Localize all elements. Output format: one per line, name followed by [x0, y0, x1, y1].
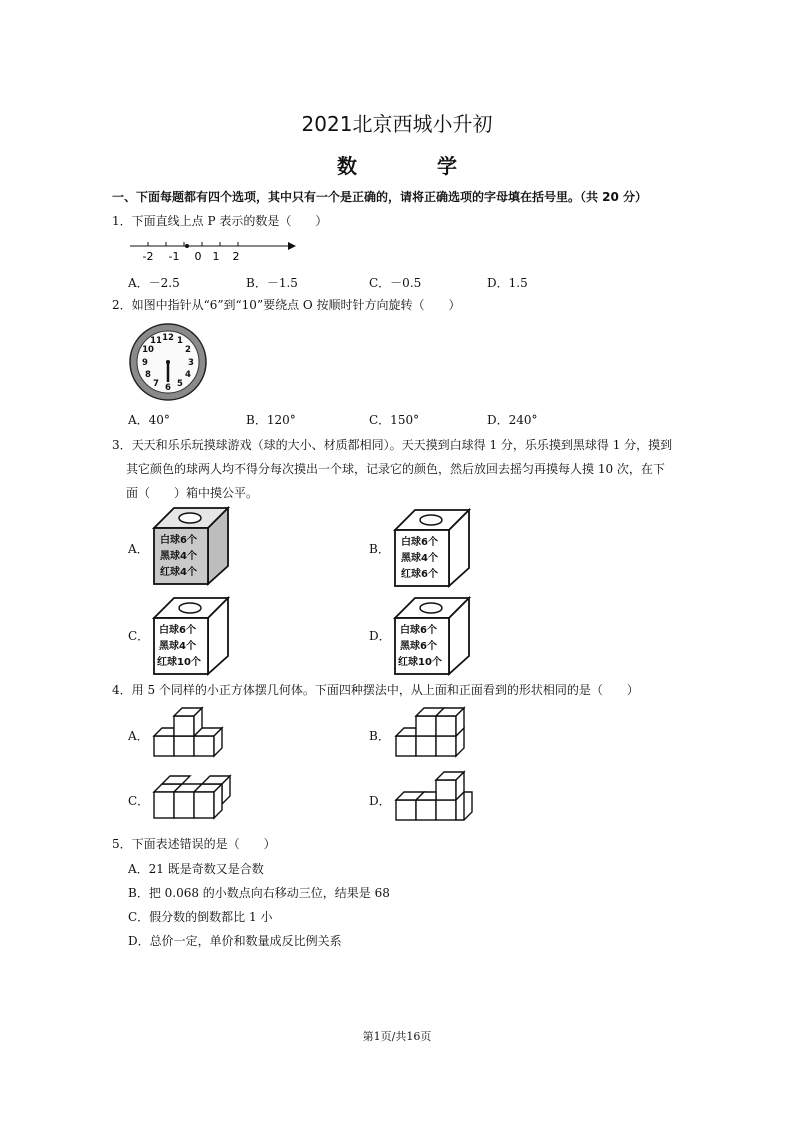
tick-label: -2 [142, 250, 154, 263]
box-label-line: 红球10个 [398, 657, 442, 668]
cube-figure-c [152, 780, 234, 822]
ball-box-a [152, 506, 232, 588]
box-label-line: 黑球4个 [160, 551, 197, 562]
q3-option-b[interactable]: B． [369, 542, 390, 556]
q3-option-a[interactable]: A． [128, 542, 149, 556]
q3-line: 3．天天和乐乐玩摸球游戏（球的大小、材质都相同）。天天摸到白球得 1 分，乐乐摸到黑球得 1 分，摸到 [112, 438, 673, 452]
q2-option-d[interactable]: D．240° [487, 413, 538, 427]
q3-option-c[interactable]: C． [128, 629, 150, 643]
q3-option-d[interactable]: D． [369, 629, 391, 643]
tick-label: 0 [194, 250, 202, 263]
q1-option-a[interactable]: A．－2.5 [128, 276, 180, 290]
question-4-stem: 4．用 5 个同样的小正方体摆几何体。下面四种摆法中，从上面和正面看到的形状相同的是（ ） [112, 683, 639, 697]
tick-label: 2 [232, 250, 240, 263]
q5-option-b[interactable]: B．把 0.068 的小数点向右移动三位，结果是 68 [128, 886, 390, 900]
cube-figure-b [394, 706, 474, 760]
box-label-line: 黑球4个 [159, 641, 196, 652]
q4-option-a[interactable]: A． [128, 729, 149, 743]
clock-number: 8 [145, 370, 151, 380]
box-hole [179, 513, 201, 523]
clock-number: 1 [177, 336, 183, 346]
box-label-line: 红球4个 [160, 567, 197, 578]
clock-number: 5 [177, 379, 183, 389]
q1-option-b[interactable]: B．－1.5 [246, 276, 298, 290]
clock-number: 3 [188, 358, 194, 368]
box-label-line: 黑球4个 [401, 553, 438, 564]
subject-heading: 数 学 [337, 154, 487, 178]
q3-line: 其它颜色的球两人均不得分每次摸出一个球，记录它的颜色，然后放回去摇匀再摸每人摸 10 次，在下 [126, 462, 665, 476]
q1-option-d[interactable]: D．1.5 [487, 276, 528, 290]
question-2-stem: 2．如图中指针从“6”到“10”要绕点 O 按顺时针方向旋转（ ） [112, 298, 461, 312]
q2-option-b[interactable]: B．120° [246, 413, 296, 427]
ball-box-b [393, 508, 473, 590]
question-1-stem: 1．下面直线上点 P 表示的数是（ ） [112, 214, 328, 228]
tick-label: 1 [212, 250, 220, 263]
point-p [185, 244, 189, 248]
box-label-line: 白球6个 [400, 625, 437, 636]
q5-option-a[interactable]: A．21 既是奇数又是合数 [128, 862, 264, 876]
section-heading: 一、下面每题都有四个选项，其中只有一个是正确的，请将正确选项的字母填在括号里。（共 20 分） [112, 190, 648, 204]
ball-box-d [393, 596, 473, 678]
box-hole [179, 603, 201, 613]
box-label-line: 白球6个 [160, 535, 197, 546]
cube-figure-a [152, 706, 232, 760]
clock-figure [128, 322, 208, 402]
ball-box-c [152, 596, 232, 678]
clock-number: 6 [165, 383, 171, 393]
clock-number: 4 [185, 370, 191, 380]
q4-option-b[interactable]: B． [369, 729, 390, 743]
cube-figure-d [394, 774, 476, 824]
number-line-arrow [288, 242, 296, 250]
question-5-stem: 5．下面表述错误的是（ ） [112, 837, 276, 851]
page-footer: 第1页/共16页 [362, 1030, 432, 1043]
box-label-line: 红球6个 [401, 569, 438, 580]
q5-option-c[interactable]: C．假分数的倒数都比 1 小 [128, 910, 273, 924]
number-line-figure [128, 236, 298, 266]
q2-option-a[interactable]: A．40° [128, 413, 170, 427]
clock-number: 11 [150, 336, 162, 346]
q5-option-d[interactable]: D．总价一定，单价和数量成反比例关系 [128, 934, 342, 948]
q1-option-c[interactable]: C．－0.5 [369, 276, 422, 290]
clock-number: 9 [142, 358, 148, 368]
clock-number: 7 [153, 379, 159, 389]
document-title: 2021北京西城小升初 [301, 112, 493, 136]
clock-number: 10 [142, 345, 154, 355]
q3-line: 面（ ）箱中摸公平。 [126, 486, 259, 500]
q4-option-d[interactable]: D． [369, 794, 391, 808]
q4-option-c[interactable]: C． [128, 794, 150, 808]
q2-option-c[interactable]: C．150° [369, 413, 420, 427]
clock-center-o [166, 360, 170, 364]
tick-label: -1 [168, 250, 180, 263]
box-label-line: 红球10个 [157, 657, 201, 668]
box-hole [420, 515, 442, 525]
clock-number: 12 [162, 333, 174, 343]
box-label-line: 黑球6个 [400, 641, 437, 652]
box-label-line: 白球6个 [401, 537, 438, 548]
box-label-line: 白球6个 [159, 625, 196, 636]
clock-number: 2 [185, 345, 191, 355]
question-3-stem [112, 433, 687, 505]
box-hole [420, 603, 442, 613]
